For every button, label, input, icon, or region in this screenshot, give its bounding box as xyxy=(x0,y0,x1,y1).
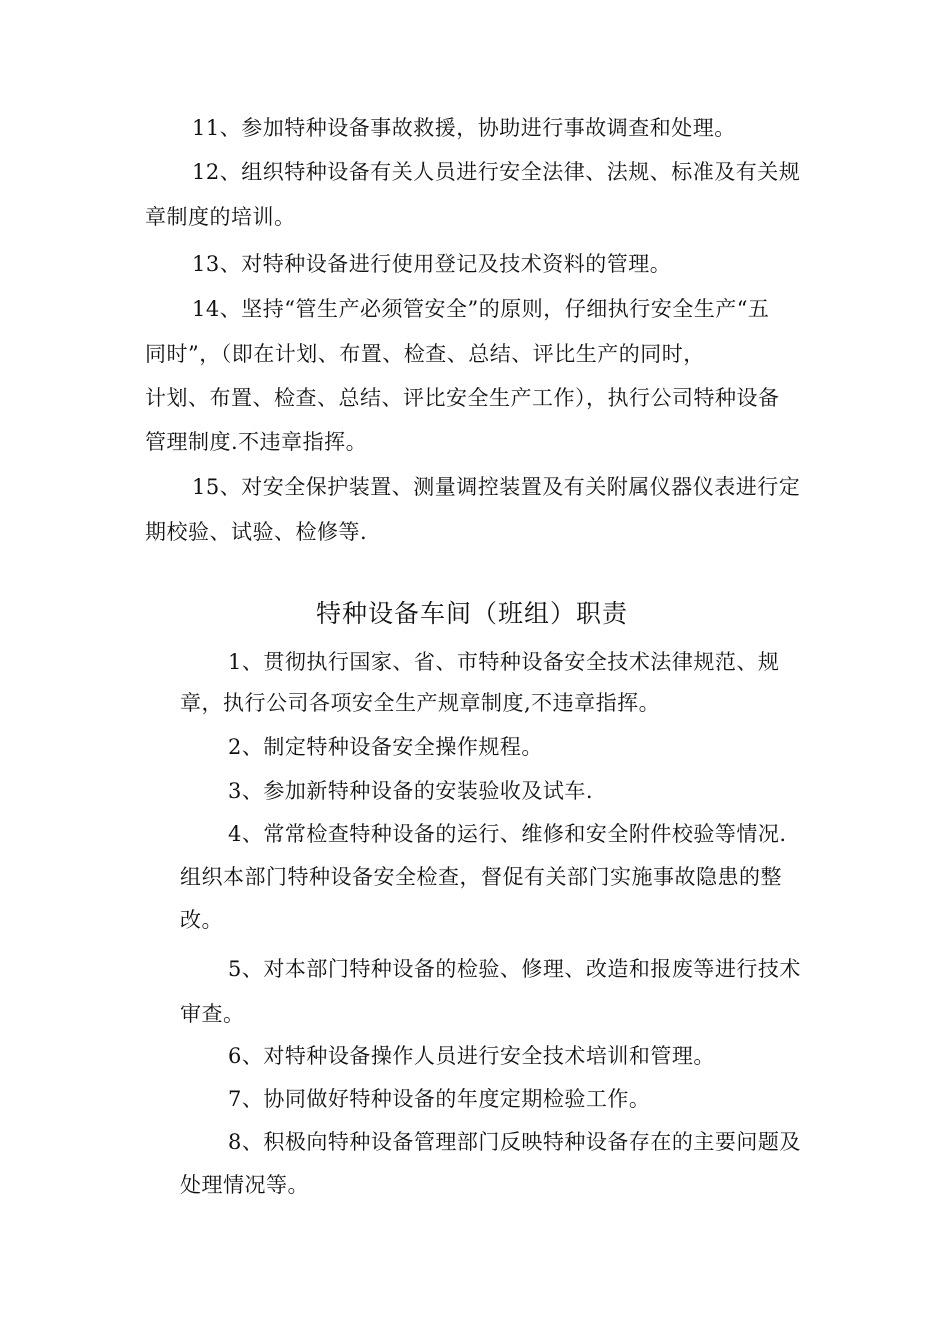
s2-item-7-line-1: 7、协同做好特种设备的年度定期检验工作。 xyxy=(228,1087,651,1111)
s2-item-8-line-2: 处理情况等。 xyxy=(180,1173,309,1197)
s1-item-12-line-2: 章制度的培训。 xyxy=(145,205,296,229)
s2-item-6-line-1: 6、对特种设备操作人员进行安全技术培训和管理。 xyxy=(228,1044,715,1068)
s1-item-11-line-1: 11、参加特种设备事故救援，协助进行事故调查和处理。 xyxy=(192,116,736,140)
s1-item-13-line-1: 13、对特种设备进行使用登记及技术资料的管理。 xyxy=(192,252,672,276)
s1-item-14-line-3: 计划、布置、检查、总结、评比安全生产工作），执行公司特种设备 xyxy=(145,386,780,410)
s1-item-12-line-1: 12、组织特种设备有关人员进行安全法律、法规、标准及有关规 xyxy=(192,160,801,184)
s1-item-14-line-4: 管理制度.不违章指挥。 xyxy=(145,430,368,454)
s2-item-8-line-1: 8、积极向特种设备管理部门反映特种设备存在的主要问题及 xyxy=(228,1130,801,1154)
s2-item-4-line-1: 4、常常检查特种设备的运行、维修和安全附件校验等情况. xyxy=(228,822,787,846)
s2-item-2-line-1: 2、制定特种设备安全操作规程。 xyxy=(228,735,543,759)
s1-item-15-line-2: 期校验、试验、检修等. xyxy=(145,520,368,544)
s2-item-5-line-2: 审查。 xyxy=(180,1002,245,1026)
s2-item-1-line-1: 1、贯彻执行国家、省、市特种设备安全技术法律规范、规 xyxy=(228,650,780,674)
s2-item-4-line-3: 改。 xyxy=(180,908,223,932)
s2-item-5-line-1: 5、对本部门特种设备的检验、修理、改造和报废等进行技术 xyxy=(228,957,801,981)
s1-item-15-line-1: 15、对安全保护装置、测量调控装置及有关附属仪器仪表进行定 xyxy=(192,475,801,499)
s2-item-3-line-1: 3、参加新特种设备的安装验收及试车. xyxy=(228,779,594,803)
s2-item-1-line-2: 章，执行公司各项安全生产规章制度,不违章指挥。 xyxy=(180,691,661,715)
s1-item-14-line-1: 14、坚持“管生产必须管安全”的原则，仔细执行安全生产“五 xyxy=(192,297,770,321)
section2-title: 特种设备车间（班组）职责 xyxy=(316,599,629,628)
s2-item-4-line-2: 组织本部门特种设备安全检查，督促有关部门实施事故隐患的整 xyxy=(180,865,782,889)
s1-item-14-line-2: 同时”，（即在计划、布置、检查、总结、评比生产的同时， xyxy=(145,342,705,366)
